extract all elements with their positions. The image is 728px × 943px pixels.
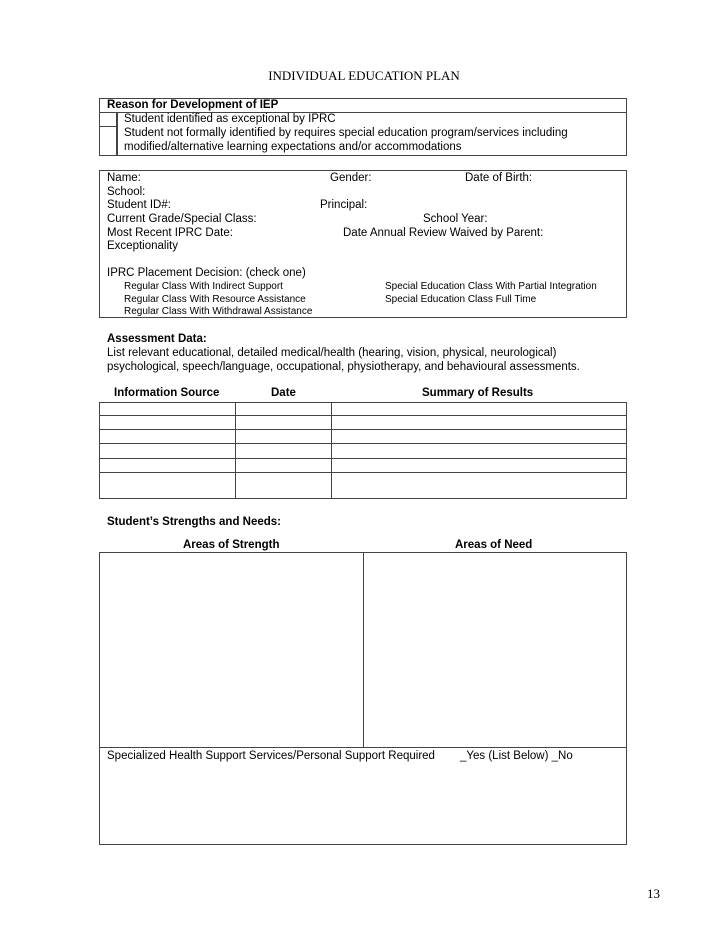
iprc-date-label: Most Recent IPRC Date: [107, 227, 233, 239]
reason-checkbox-not-identified[interactable] [100, 127, 117, 155]
reason-heading: Reason for Development of IEP [107, 99, 279, 111]
assessment-cell-source-6[interactable] [100, 473, 234, 498]
reason-option-not-identified-line2: modified/alternative learning expectations and/or accommodations [124, 141, 462, 153]
areas-of-need-field[interactable] [364, 553, 626, 747]
assessment-heading: Assessment Data: [107, 333, 207, 345]
placement-option-full-time[interactable]: Special Education Class Full Time [385, 294, 537, 305]
principal-label: Principal: [320, 199, 368, 211]
assessment-cell-source-2[interactable] [100, 416, 234, 429]
placement-option-withdrawal[interactable]: Regular Class With Withdrawal Assistance [124, 306, 313, 317]
reason-option-identified: Student identified as exceptional by IPRC [124, 113, 336, 125]
col-header-date: Date [271, 387, 296, 399]
assessment-cell-source-5[interactable] [100, 459, 234, 472]
reason-option-not-identified-line1: Student not formally identified by requires special education program/services including [124, 127, 568, 139]
page-title: INDIVIDUAL EDUCATION PLAN [268, 68, 460, 83]
health-support-label: Specialized Health Support Services/Personal Support Required [107, 750, 435, 762]
assessment-cell-source-3[interactable] [100, 430, 234, 443]
reason-checkbox-identified[interactable] [100, 113, 117, 127]
gender-label: Gender: [330, 172, 372, 184]
assessment-cell-source-1[interactable] [100, 403, 234, 415]
student-id-label: Student ID#: [107, 199, 171, 211]
strengths-heading: Student’s Strengths and Needs: [107, 516, 282, 528]
health-support-details-field[interactable] [100, 766, 626, 844]
school-year-label: School Year: [423, 213, 488, 225]
assessment-cell-source-4[interactable] [100, 444, 234, 458]
col-header-strength: Areas of Strength [183, 539, 280, 551]
school-label: School: [107, 186, 146, 198]
page-number: 13 [647, 886, 660, 901]
grade-label: Current Grade/Special Class: [107, 213, 257, 225]
assessment-desc-line1: List relevant educational, detailed medical/health (hearing, vision, physical, neurological) [107, 347, 557, 359]
placement-option-partial-integration[interactable]: Special Education Class With Partial Integration [385, 281, 597, 292]
placement-heading: IPRC Placement Decision: (check one) [107, 267, 306, 279]
name-label: Name: [107, 172, 141, 184]
placement-option-indirect[interactable]: Regular Class With Indirect Support [124, 281, 283, 292]
health-support-options[interactable]: _Yes (List Below) _No [460, 750, 573, 762]
col-header-summary: Summary of Results [422, 387, 534, 399]
placement-option-resource[interactable]: Regular Class With Resource Assistance [124, 294, 306, 305]
exceptionality-label: Exceptionality [107, 240, 178, 252]
col-header-need: Areas of Need [455, 539, 533, 551]
assessment-desc-line2: psychological, speech/language, occupational, physiotherapy, and behavioural assessments. [107, 361, 580, 373]
col-header-information-source: Information Source [114, 387, 220, 399]
review-waived-label: Date Annual Review Waived by Parent: [343, 227, 544, 239]
areas-of-strength-field[interactable] [100, 553, 363, 747]
dob-label: Date of Birth: [465, 172, 533, 184]
